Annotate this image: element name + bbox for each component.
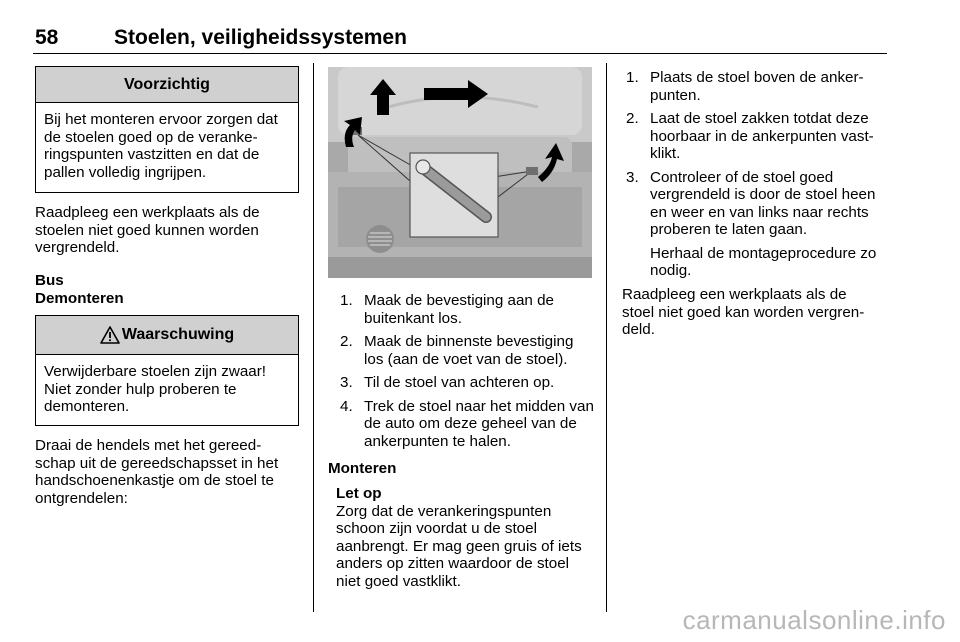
heading-monteren: Monteren	[328, 460, 397, 477]
section-title: Stoelen, veiligheidssystemen	[114, 26, 407, 49]
step-line: ankerpunten te halen.	[364, 432, 511, 450]
warning-header	[36, 316, 298, 355]
step-number: 3.	[340, 374, 353, 391]
caution-line: pallen volledig ingrijpen.	[44, 163, 207, 181]
text-line: Draai de hendels met het gereed-	[35, 437, 262, 454]
step-number: 2.	[626, 110, 639, 127]
list-item	[622, 69, 892, 104]
seat-illustration	[328, 67, 592, 278]
step-line: nodig.	[650, 262, 692, 279]
text-line: ontgrendelen:	[35, 489, 128, 507]
note-line: schoon zijn voordat u de stoel	[336, 520, 537, 537]
step-line: Herhaal de montageprocedure zo	[650, 244, 877, 262]
step-line: punten.	[650, 86, 701, 104]
list-item	[622, 169, 892, 280]
watermark: carmanualsonline.info	[682, 605, 946, 635]
caution-box	[35, 66, 299, 193]
step-line: hoorbaar in de ankerpunten vast-	[650, 127, 874, 145]
step-line: los (aan de voet van de stoel).	[364, 350, 568, 368]
step-line: klikt.	[650, 145, 681, 162]
warning-line: demonteren.	[44, 398, 130, 415]
page-header	[35, 26, 887, 52]
note-block	[336, 485, 598, 590]
text-line: stoel niet goed kan worden vergren-	[622, 303, 865, 321]
caution-line: ringspunten vastzitten en dat de	[44, 146, 260, 163]
text-line: vergrendeld.	[35, 239, 120, 256]
note-line: Zorg dat de verankeringspunten	[336, 502, 552, 520]
note-line: anders op zitten waardoor de stoel	[336, 555, 570, 572]
step-line: Trek de stoel naar het midden van	[364, 397, 594, 415]
step-line: buitenkant los.	[364, 309, 462, 327]
text-line: schap uit de gereedschapsset in het	[35, 454, 279, 472]
caution-title: Voorzichtig	[36, 67, 298, 103]
warning-body	[36, 355, 298, 416]
list-item	[336, 398, 598, 451]
column-divider-1	[313, 63, 314, 612]
step-line: en weer en van links naar rechts	[650, 203, 869, 221]
note-line: aanbrengt. Er mag geen gruis of iets	[336, 537, 582, 555]
step-number: 1.	[340, 292, 353, 309]
step-line: vergrendeld is door de stoel heen	[650, 186, 876, 203]
list-item	[336, 292, 598, 327]
caution-line: Bij het monteren ervoor zorgen dat	[44, 111, 278, 128]
list-item	[336, 333, 598, 368]
caution-body	[36, 103, 298, 181]
list-item	[622, 110, 892, 163]
note-line: niet goed vastklikt.	[336, 572, 461, 590]
paragraph-release	[35, 437, 305, 507]
heading-bus: Bus	[35, 272, 64, 289]
paragraph-workshop	[35, 204, 303, 257]
text-line: stoelen niet goed kunnen worden	[35, 221, 259, 239]
step-line: Maak de binnenste bevestiging	[364, 333, 574, 350]
seat-removal-figure	[328, 67, 592, 278]
note-title: Let op	[336, 485, 382, 502]
step-number: 1.	[626, 69, 639, 86]
text-line: Raadpleeg een werkplaats als de	[622, 286, 847, 303]
step-line: proberen te laten gaan.	[650, 221, 808, 238]
text-line: handschoenenkastje om de stoel te	[35, 472, 274, 489]
step-line: Til de stoel van achteren op.	[364, 374, 555, 391]
step-line: Controleer of de stoel goed	[650, 168, 834, 186]
mounting-steps	[622, 69, 892, 280]
step-line: Plaats de stoel boven de anker-	[650, 69, 864, 86]
caution-line: de stoelen goed op de veranke-	[44, 128, 258, 146]
page-number: 58	[35, 26, 59, 49]
column-divider-2	[606, 63, 607, 612]
list-item	[336, 374, 598, 392]
warning-box	[35, 315, 299, 426]
warning-line: Niet zonder hulp proberen te	[44, 380, 237, 398]
step-line: Maak de bevestiging aan de	[364, 292, 554, 309]
header-rule	[33, 53, 887, 54]
step-line: Laat de stoel zakken totdat deze	[650, 110, 869, 127]
heading-demonteren: Demonteren	[35, 290, 124, 307]
warning-triangle-icon	[100, 326, 120, 344]
step-line: de auto om deze geheel van de	[364, 415, 577, 432]
step-number: 2.	[340, 333, 353, 350]
removal-steps	[336, 292, 598, 450]
step-number: 4.	[340, 397, 353, 415]
warning-title: Waarschuwing	[121, 326, 235, 343]
text-line: deld.	[622, 321, 655, 338]
paragraph-workshop-mount	[622, 286, 892, 339]
text-line: Raadpleeg een werkplaats als de	[35, 204, 260, 221]
warning-line: Verwijderbare stoelen zijn zwaar!	[44, 363, 267, 380]
step-number: 3.	[626, 168, 639, 186]
